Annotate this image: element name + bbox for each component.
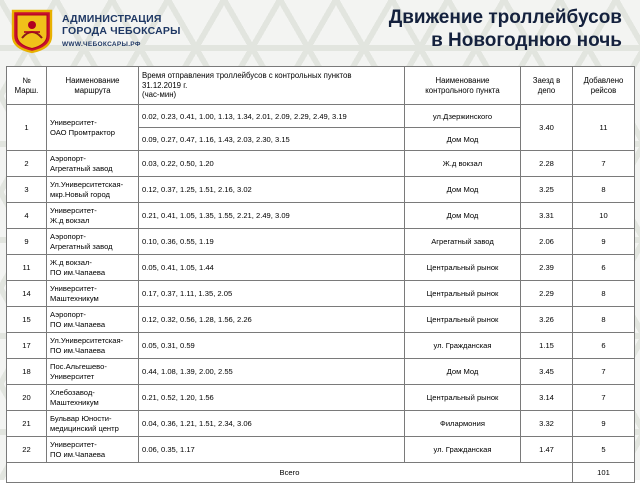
cell-route — [47, 359, 139, 385]
cell-times: 0.09, 0.27, 0.47, 1.16, 1.43, 2.03, 2.30, 3.15 — [139, 128, 405, 151]
cell-depot: 3.14 — [521, 385, 573, 411]
cell-added: 8 — [573, 307, 635, 333]
cell-depot: 3.25 — [521, 177, 573, 203]
header-times-line1: Время отправления троллейбусов с контрольных пунктов — [142, 70, 352, 80]
header-route: Наименование маршрута — [47, 67, 139, 105]
cell-point: Дом Мод — [405, 203, 521, 229]
page-header — [0, 0, 640, 66]
cell-num: 11 — [7, 255, 47, 281]
cell-route-line2: Маштехникум — [50, 293, 99, 303]
cell-route-line1: Пос.Альгешево- — [50, 362, 107, 372]
cell-point: Дом Мод — [405, 128, 521, 151]
cell-point: ул. Гражданская — [405, 437, 521, 463]
cell-num: 15 — [7, 307, 47, 333]
cell-added: 7 — [573, 385, 635, 411]
cell-point: Центральный рынок — [405, 255, 521, 281]
cell-route-line2: ПО им.Чапаева — [50, 319, 106, 329]
table-row — [7, 281, 635, 307]
cell-times: 0.05, 0.31, 0.59 — [139, 333, 405, 359]
cell-added: 6 — [573, 333, 635, 359]
table-row — [7, 307, 635, 333]
table-row — [7, 255, 635, 281]
total-value: 101 — [573, 463, 635, 483]
cell-route-line2: медицинский центр — [50, 423, 119, 433]
cell-added: 7 — [573, 359, 635, 385]
table-row — [7, 203, 635, 229]
cell-num: 9 — [7, 229, 47, 255]
cell-route-line2: ПО им.Чапаева — [50, 345, 106, 355]
organization-block — [62, 13, 181, 49]
cell-route — [47, 437, 139, 463]
total-label: Всего — [7, 463, 573, 483]
cell-route-line1: Ул.Университетская- — [50, 336, 124, 346]
cell-route-line1: Университет- — [50, 206, 97, 216]
cell-point: Центральный рынок — [405, 307, 521, 333]
schedule-table-wrapper — [0, 66, 640, 483]
cell-route — [47, 385, 139, 411]
cell-depot: 2.29 — [521, 281, 573, 307]
cell-added: 9 — [573, 229, 635, 255]
cell-times: 0.10, 0.36, 0.55, 1.19 — [139, 229, 405, 255]
table-row — [7, 385, 635, 411]
cell-times: 0.06, 0.35, 1.17 — [139, 437, 405, 463]
cell-times: 0.04, 0.36, 1.21, 1.51, 2.34, 3.06 — [139, 411, 405, 437]
footer-spacer — [0, 483, 640, 489]
cell-num: 22 — [7, 437, 47, 463]
title-line-1: Движение троллейбусов — [388, 7, 622, 28]
header-times-line2: 31.12.2019 г. — [142, 80, 188, 90]
header-added: Добавлено рейсов — [573, 67, 635, 105]
table-row — [7, 359, 635, 385]
header-point — [405, 67, 521, 105]
cell-route-line2: Агрегатный завод — [50, 241, 113, 251]
cell-depot: 3.40 — [521, 105, 573, 151]
cell-route-line1: Бульвар Юности- — [50, 414, 112, 424]
cell-route-line1: Ул.Университетская- — [50, 180, 124, 190]
page-title — [389, 6, 626, 52]
cell-point: Центральный рынок — [405, 281, 521, 307]
cell-route-line1: Аэропорт- — [50, 154, 86, 164]
trolleybus-schedule-table — [6, 66, 635, 483]
cell-num: 21 — [7, 411, 47, 437]
table-row — [7, 151, 635, 177]
cell-added: 8 — [573, 281, 635, 307]
cell-route-line1: Университет- — [50, 440, 97, 450]
cell-point: ул.Дзержинского — [405, 105, 521, 128]
cell-route-line1: Университет- — [50, 118, 97, 128]
cell-route — [47, 333, 139, 359]
cell-route — [47, 105, 139, 151]
cell-num: 18 — [7, 359, 47, 385]
cell-num: 17 — [7, 333, 47, 359]
table-row — [7, 411, 635, 437]
cell-times: 0.03, 0.22, 0.50, 1.20 — [139, 151, 405, 177]
cell-num: 14 — [7, 281, 47, 307]
table-body — [7, 105, 635, 483]
cell-route — [47, 281, 139, 307]
cell-depot: 3.32 — [521, 411, 573, 437]
cell-times: 0.44, 1.08, 1.39, 2.00, 2.55 — [139, 359, 405, 385]
cell-route-line2: мкр.Новый город — [50, 189, 110, 199]
cell-times: 0.12, 0.32, 0.56, 1.28, 1.56, 2.26 — [139, 307, 405, 333]
cell-route — [47, 203, 139, 229]
cell-point: ул. Гражданская — [405, 333, 521, 359]
cell-route-line2: ПО им.Чапаева — [50, 267, 106, 277]
cell-depot: 3.45 — [521, 359, 573, 385]
header-times — [139, 67, 405, 105]
cell-route-line1: Аэропорт- — [50, 310, 86, 320]
cell-route-line2: Агрегатный завод — [50, 163, 113, 173]
cell-route — [47, 255, 139, 281]
cell-point: Агрегатный завод — [405, 229, 521, 255]
cell-times: 0.21, 0.52, 1.20, 1.56 — [139, 385, 405, 411]
cell-depot: 3.31 — [521, 203, 573, 229]
cell-depot: 2.06 — [521, 229, 573, 255]
cell-times: 0.21, 0.41, 1.05, 1.35, 1.55, 2.21, 2.49, 3.09 — [139, 203, 405, 229]
cell-route-line2: Университет — [50, 371, 95, 381]
header-num — [7, 67, 47, 105]
cell-point: Центральный рынок — [405, 385, 521, 411]
cell-route-line1: Хлебозавод- — [50, 388, 95, 398]
org-website: WWW.ЧЕБОКСАРЫ.РФ — [62, 41, 141, 49]
cell-added: 7 — [573, 151, 635, 177]
header-times-line3: (час-мин) — [142, 90, 177, 100]
table-row — [7, 105, 635, 128]
cell-route-line2: ОАО Промтрактор — [50, 127, 115, 137]
header-depot: Заезд в депо — [521, 67, 573, 105]
cell-num: 3 — [7, 177, 47, 203]
header-point-line2: контрольного пункта — [425, 85, 500, 95]
table-row — [7, 229, 635, 255]
cell-depot: 2.39 — [521, 255, 573, 281]
header-point-line1: Наименование — [435, 75, 490, 85]
cell-route-line2: Ж.д вокзал — [50, 215, 90, 225]
cell-num: 4 — [7, 203, 47, 229]
cell-route — [47, 307, 139, 333]
cell-depot: 1.47 — [521, 437, 573, 463]
cell-route-line1: Аэропорт- — [50, 232, 86, 242]
header-num-line1: № Марш. — [14, 75, 39, 95]
cell-point: Дом Мод — [405, 359, 521, 385]
cell-num: 20 — [7, 385, 47, 411]
cell-times: 0.12, 0.37, 1.25, 1.51, 2.16, 3.02 — [139, 177, 405, 203]
cell-route — [47, 177, 139, 203]
cell-point: Ж.д вокзал — [405, 151, 521, 177]
org-line-1: АДМИНИСТРАЦИЯ — [62, 13, 162, 25]
cell-route — [47, 151, 139, 177]
cell-times: 0.17, 0.37, 1.11, 1.35, 2.05 — [139, 281, 405, 307]
cell-point: Дом Мод — [405, 177, 521, 203]
cell-num: 1 — [7, 105, 47, 151]
cell-route — [47, 229, 139, 255]
cell-route-line1: Университет- — [50, 284, 97, 294]
title-line-2: в Новогоднюю ночь — [431, 30, 622, 52]
table-row — [7, 177, 635, 203]
org-line-2: ГОРОДА ЧЕБОКСАРЫ — [62, 25, 181, 38]
cell-added: 5 — [573, 437, 635, 463]
table-head — [7, 67, 635, 105]
cell-added: 6 — [573, 255, 635, 281]
cell-route-line2: Маштехникум — [50, 397, 99, 407]
cell-depot: 2.28 — [521, 151, 573, 177]
coat-of-arms-icon — [10, 8, 54, 54]
table-header-row — [7, 67, 635, 105]
cell-times: 0.05, 0.41, 1.05, 1.44 — [139, 255, 405, 281]
table-row — [7, 333, 635, 359]
cell-times: 0.02, 0.23, 0.41, 1.00, 1.13, 1.34, 2.01, 2.09, 2.29, 2.49, 3.19 — [139, 105, 405, 128]
cell-depot: 1.15 — [521, 333, 573, 359]
cell-added: 8 — [573, 177, 635, 203]
cell-added: 9 — [573, 411, 635, 437]
cell-depot: 3.26 — [521, 307, 573, 333]
cell-added: 11 — [573, 105, 635, 151]
cell-point: Филармония — [405, 411, 521, 437]
cell-num: 2 — [7, 151, 47, 177]
table-row — [7, 437, 635, 463]
cell-route-line2: ПО им.Чапаева — [50, 449, 106, 459]
cell-added: 10 — [573, 203, 635, 229]
cell-route-line1: Ж.д вокзал- — [50, 258, 92, 268]
cell-route — [47, 411, 139, 437]
